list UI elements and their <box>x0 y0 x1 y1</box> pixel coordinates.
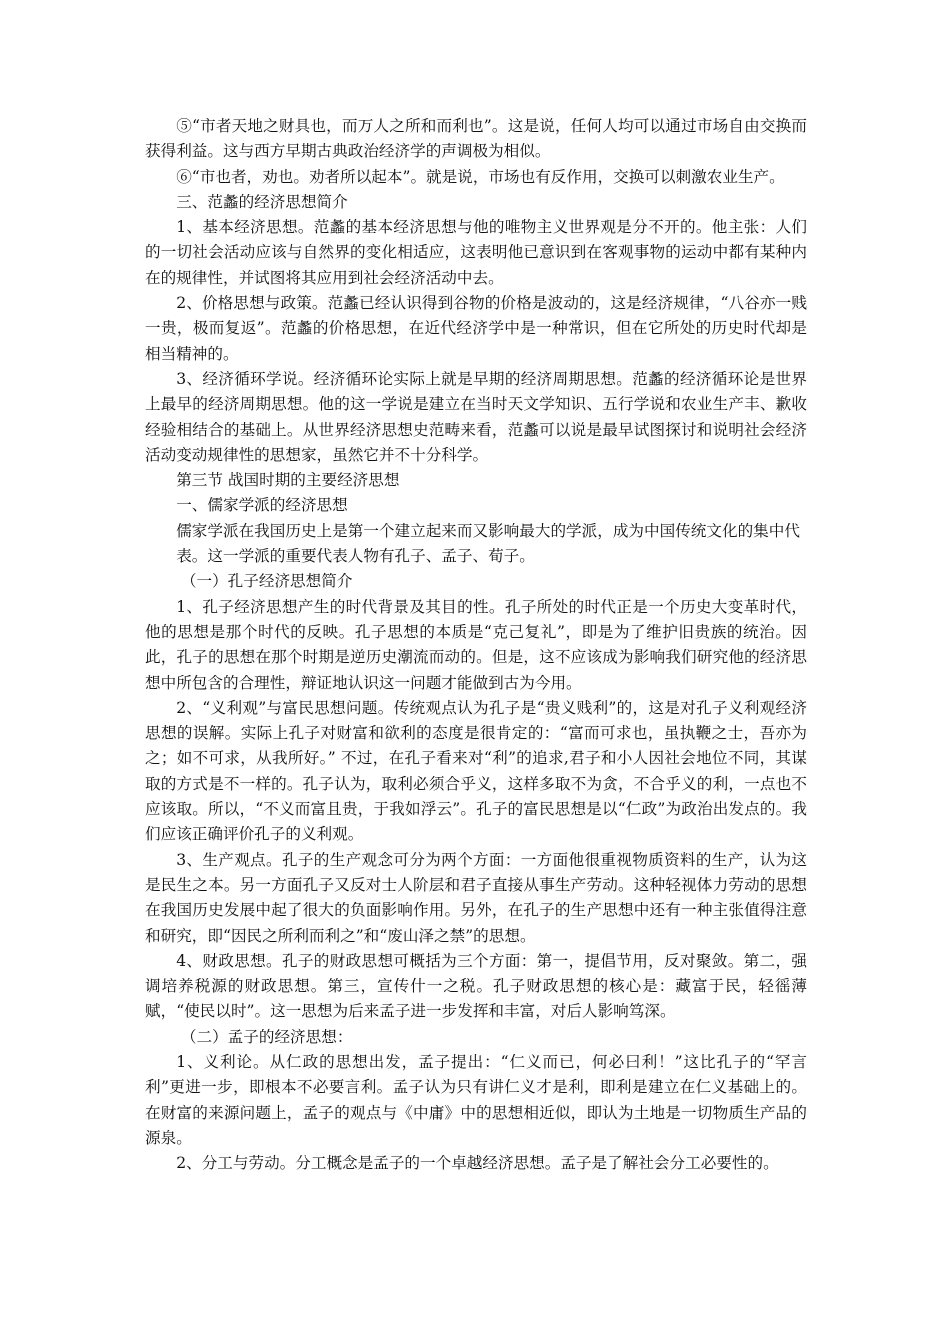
heading-confucian-school: 一、儒家学派的经济思想 <box>176 496 348 515</box>
heading-confucius: （一）孔子经济思想简介 <box>180 572 353 591</box>
paragraph-price-policy: 2、价格思想与政策。范蠡已经认识得到谷物的价格是波动的，这是经济规律，“八谷亦一贱一贵，极而复返”。范蠡的价格思想，在近代经济学中是一种常识，但在它所处的历史时代却是相当精神的。 <box>145 294 807 363</box>
paragraph-division-of-labor: 2、分工与劳动。分工概念是孟子的一个卓越经济思想。孟子是了解社会分工必要性的。 <box>176 1154 779 1173</box>
heading-section-three: 第三节 战国时期的主要经济思想 <box>176 471 400 490</box>
paragraph-confucian-intro: 儒家学派在我国历史上是第一个建立起来而又影响最大的学派，成为中国传统文化的集中代 <box>176 521 800 540</box>
paragraph-righteousness-profit: 2、“义利观”与富民思想问题。传统观点认为孔子是“贵义贱利”的，这是对孔子义利观经济思想的误解。实际上孔子对财富和欲利的态度是很肯定的：“富而可求也，虽执鞭之士，吾亦为之；如不可求，从我所好。” 不过，在孔子看来对“利”的追求,君子和小人因社会地位不同，其谋取的方式是不一样的。孔子认为，取利必须合乎义，这样多取不为贪，不合乎义的利，一点也不应该取。所以，“不义而富且贵，于我如浮云”。孔子的富民思想是以“仁政”为政治出发点的。我们应该正确评价孔子的义利观。 <box>145 698 807 844</box>
paragraph-mencius-righteousness: 1、义利论。从仁政的思想出发，孟子提出：“仁义而已，何必曰利！”这比孔子的“罕言利”更进一步，即根本不必要言利。孟子认为只有讲仁义才是利，即利是建立在仁义基础上的。在财富的来源问题上，孟子的观点与《中庸》中的思想相近似，即认为土地是一切物质生产品的源泉。 <box>145 1052 807 1147</box>
paragraph-fiscal-thought: 4、财政思想。孔子的财政思想可概括为三个方面：第一，提倡节用，反对聚敛。第二，强调培养税源的财政思想。第三，宣传什一之税。孔子财政思想的核心是：藏富于民，轻徭薄赋，“使民以时”。这一思想为后来孟子进一步发挥和丰富，对后人影响笃深。 <box>145 951 807 1021</box>
paragraph-market-persuade: ⑥“市也者，劝也。劝者所以起本”。就是说，市场也有反作用，交换可以刺激农业生产。 <box>176 167 785 186</box>
paragraph-production-view: 3、生产观点。孔子的生产观念可分为两个方面：一方面他很重视物质资料的生产，认为这是民生之本。另一方面孔子又反对士人阶层和君子直接从事生产劳动。这种轻视体力劳动的思想在我国历史发展中起了很大的负面影响作用。另外，在孔子的生产思想中还有一种主张值得注意和研究，即“因民之所利而利之”和“废山泽之禁”的思想。 <box>145 850 807 945</box>
heading-fan-li: 三、范蠡的经济思想简介 <box>176 192 348 211</box>
paragraph-confucius-background: 1、孔子经济思想产生的时代背景及其目的性。孔子所处的时代正是一个历史大变革时代，他的思想是那个时代的反映。孔子思想的本质是“克己复礼”，即是为了维护旧贵族的统治。因此，孔子的思想在那个时期是逆历史潮流而动的。但是，这不应该成为影响我们研究他的经济思想中所包含的合理性，辩证地认识这一问题才能做到古为今用。 <box>145 597 807 692</box>
document-page <box>145 114 807 1176</box>
paragraph-market-wealth: ⑤“市者天地之财具也，而万人之所和而利也”。这是说，任何人均可以通过市场自由交换而获得利益。这与西方早期古典政治经济学的声调极为相似。 <box>145 117 807 161</box>
paragraph-basic-economic-thought: 1、基本经济思想。范蠡的基本经济思想与他的唯物主义世界观是分不开的。他主张：人们的一切社会活动应该与自然界的变化相适应，这表明他已意识到在客观事物的运动中都有某种内在的规律性，并试图将其应用到社会经济活动中去。 <box>145 218 807 287</box>
heading-mencius: （二）孟子的经济思想： <box>180 1027 353 1046</box>
paragraph-confucian-representatives: 表。这一学派的重要代表人物有孔子、孟子、荀子。 <box>176 547 535 566</box>
paragraph-economic-cycle: 3、经济循环学说。经济循环论实际上就是早期的经济周期思想。范蠡的经济循环论是世界上最早的经济周期思想。他的这一学说是建立在当时天文学知识、五行学说和农业生产丰、歉收经验相结合的基础上。从世界经济思想史范畴来看，范蠡可以说是最早试图探讨和说明社会经济活动变动规律性的思想家，虽然它并不十分科学。 <box>145 369 807 464</box>
